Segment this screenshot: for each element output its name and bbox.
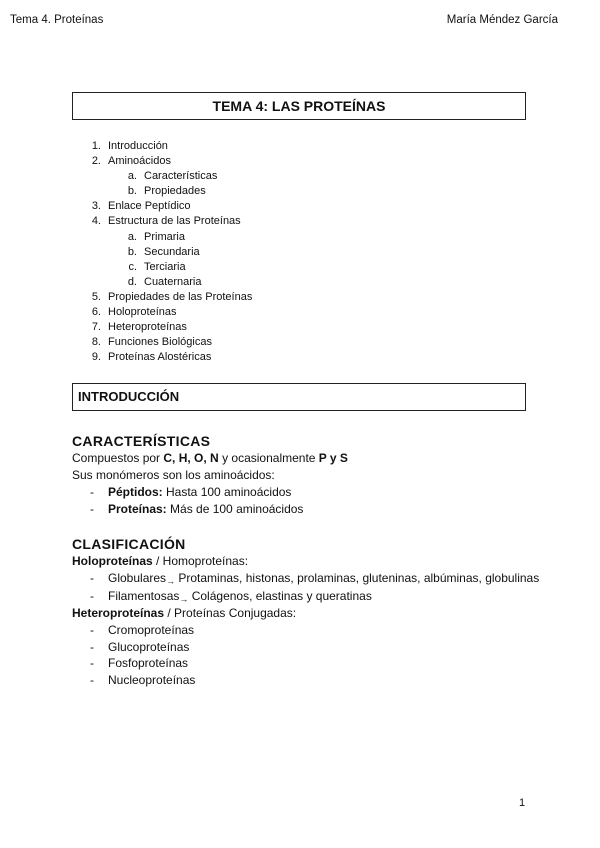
bullet-dash: - [90,623,94,637]
toc-item [0,214,600,229]
bullet-dash: - [90,656,94,670]
list-item [72,484,572,501]
toc-item-number: a. [127,230,137,243]
toc-item-label: Enlace Peptídico [108,200,191,213]
toc-item-number: 6. [91,306,101,319]
toc-item-label: Secundaria [144,245,200,258]
list-item [72,588,572,606]
holoproteinas-line [72,553,572,570]
composition-mid-text: y ocasionalmente [218,451,319,465]
composition-text: Compuestos por [72,451,164,465]
list-item [72,639,572,656]
toc-item [0,320,600,335]
toc-item-label: Aminoácidos [108,155,171,168]
heteroproteinas-term: Heteroproteínas [72,606,165,620]
toc-item-number: 5. [91,290,101,303]
monomers-line: Sus monómeros son los aminoácidos: [72,468,275,482]
bullet-dash: - [90,639,94,654]
toc-item [0,245,600,260]
toc-item [0,169,600,184]
bullet-dash: - [90,571,94,585]
header-author: María Méndez García [446,14,558,26]
main-content [72,432,572,688]
toc-item [0,154,600,169]
toc-item-label: Estructura de las Proteínas [108,215,241,228]
composition-optional-elements: P y S [318,451,348,465]
toc-item [0,260,600,275]
toc-item [0,184,600,199]
toc-item-number: a. [127,170,137,183]
toc-item-label: Propiedades de las Proteínas [108,290,253,303]
toc-item [0,350,600,365]
toc-item-number: d. [127,275,137,288]
toc-item-number: b. [127,245,137,258]
holoproteinas-term: Holoproteínas [72,554,153,568]
bullet-text: Protaminas, histonas, prolaminas, gluteninas, albúminas, globulinas [175,571,540,585]
list-item [72,570,572,588]
toc-item-label: Heteroproteínas [108,321,187,334]
bullet-dash: - [90,501,94,516]
list-item [72,672,572,689]
toc-item [0,139,600,154]
toc-item [0,335,600,350]
bullet-text: Hasta 100 aminoácidos [162,485,292,499]
bullet-term: Proteínas: [108,501,167,516]
list-item [72,501,572,518]
toc-item-number: 8. [91,336,101,349]
toc-item [0,305,600,320]
toc-item-number: 9. [91,351,101,364]
bullet-text: Glucoproteínas [108,639,190,654]
toc-item [0,230,600,245]
page-title: TEMA 4: LAS PROTEÍNAS [212,98,386,114]
bullet-dash: - [90,588,94,603]
intro-heading-box [72,383,526,411]
toc-item [0,275,600,290]
bullet-term: Péptidos: [108,485,163,499]
toc-item-number: 4. [91,215,101,228]
list-item [72,655,572,672]
bullet-text: Nucleoproteínas [108,672,196,687]
toc-item-number: 3. [91,200,101,213]
list-item [72,622,572,639]
title-box [72,92,526,120]
header-left-title: Tema 4. Proteínas [10,14,104,26]
toc-item-label: Proteínas Alostéricas [108,351,212,364]
arrow-icon: → [179,593,189,604]
bullet-text: Cromoproteínas [108,623,195,637]
bullet-term: Filamentosas [108,588,180,603]
intro-heading: INTRODUCCIÓN [78,389,180,404]
toc-item-label: Introducción [108,140,168,152]
toc-item-label: Primaria [144,230,185,243]
toc-item-label: Holoproteínas [108,306,177,319]
toc-item-number: 2. [91,155,101,168]
table-of-contents [0,139,600,365]
toc-item-label: Cuaternaria [144,275,202,288]
bullet-dash: - [90,672,94,687]
toc-item-label: Terciaria [144,260,186,273]
composition-elements: C, H, O, N [163,451,219,465]
heteroproteinas-line [72,605,572,622]
toc-item-number: 1. [91,140,101,152]
toc-item-number: c. [128,260,137,273]
holoproteinas-rest: / Homoproteínas: [152,554,249,568]
composition-line [72,450,572,467]
toc-item [0,199,600,214]
bullet-text: Colágenos, elastinas y queratinas [188,588,372,603]
bullet-text: Fosfoproteínas [108,656,189,670]
toc-item [0,290,600,305]
caracteristicas-heading: CARACTERÍSTICAS [72,433,211,449]
page-number: 1 [519,797,526,809]
bullet-term: Globulares [108,571,167,585]
toc-item-label: Funciones Biológicas [108,336,212,349]
arrow-icon: → [166,576,176,586]
toc-item-label: Características [144,170,218,183]
bullet-dash: - [90,485,94,499]
toc-item-number: b. [127,185,137,198]
toc-item-label: Propiedades [144,185,206,198]
toc-item-number: 7. [91,321,101,334]
clasificacion-heading: CLASIFICACIÓN [72,536,186,552]
heteroproteinas-rest: / Proteínas Conjugadas: [164,606,297,620]
bullet-text: Más de 100 aminoácidos [166,501,304,516]
